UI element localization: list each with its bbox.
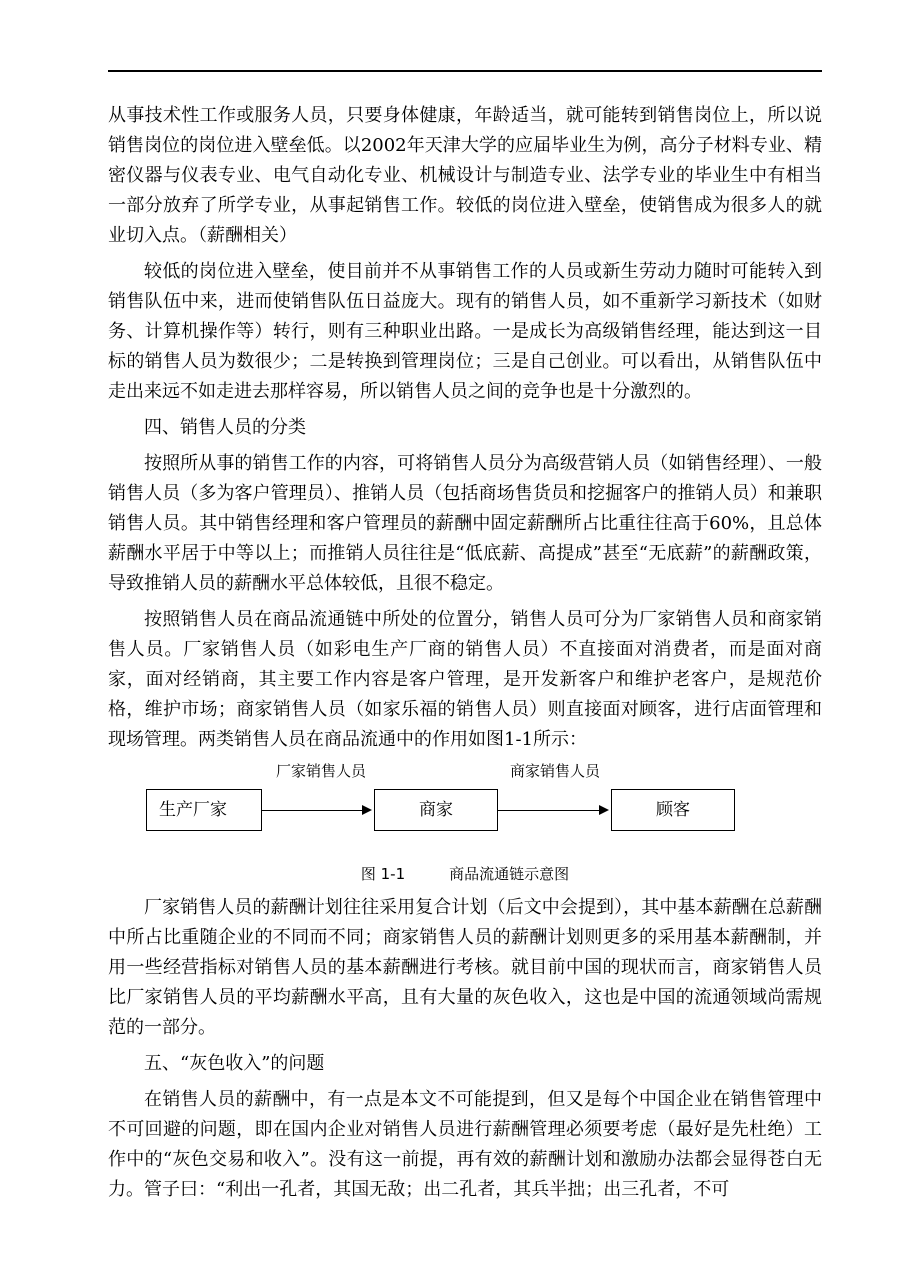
paragraph-4: 按照销售人员在商品流通链中所处的位置分，销售人员可分为厂家销售人员和商家销售人员。厂家销售人员（如彩电生产厂商的销售人员）不直接面对消费者，而是面对商家，面对经销商，其主要工作内容是客户管理，是开发新客户和维护老客户，是规范价格，维护市场；商家销售人员（如家乐福的销售人员）则直接面对顾客，进行店面管理和现场管理。两类销售人员在商品流通中的作用如图1-1所示： <box>108 609 822 750</box>
section-heading-4: 四、销售人员的分类 <box>144 417 306 438</box>
arrow-right-icon <box>262 810 370 811</box>
paragraph-3: 按照所从事的销售工作的内容，可将销售人员分为高级营销人员（如销售经理）、一般销售人员（多为客户管理员）、推销人员（包括商场售货员和挖掘客户的推销人员）和兼职销售人员。其中销售经理和客户管理员的薪酬中固定薪酬所占比重往往高于60%，且总体薪酬水平居于中等以上；而推销人员往往是“低底薪、高提成”甚至“无底薪”的薪酬政策，导致推销人员的薪酬水平总体较低，且很不稳定。 <box>108 453 822 594</box>
page-body <box>108 101 822 1211</box>
node-retailer: 商家 <box>374 789 498 831</box>
paragraph-5: 厂家销售人员的薪酬计划往往采用复合计划（后文中会提到），其中基本薪酬在总薪酬中所占比重随企业的不同而不同；商家销售人员的薪酬计划则更多的采用基本薪酬制，并用一些经营指标对销售人员的基本薪酬进行考核。就目前中国的现状而言，商家销售人员比厂家销售人员的平均薪酬水平高，且有大量的灰色收入，这也是中国的流通领域尚需规范的一部分。 <box>108 897 822 1038</box>
edge-label-retailer-sales: 商家销售人员 <box>510 762 601 780</box>
paragraph-2: 较低的岗位进入壁垒，使目前并不从事销售工作的人员或新生劳动力随时可能转入到销售队伍中来，进而使销售队伍日益庞大。现有的销售人员，如不重新学习新技术（如财务、计算机操作等）转行，则有三种职业出路。一是成长为高级销售经理，能达到这一目标的销售人员为数很少；二是转换到管理岗位；三是自己创业。可以看出，从销售队伍中走出来远不如走进去那样容易，所以销售人员之间的竞争也是十分激烈的。 <box>108 261 822 402</box>
paragraph-1: 从事技术性工作或服务人员，只要身体健康，年龄适当，就可能转到销售岗位上，所以说销售岗位的岗位进入壁垒低。以2002年天津大学的应届毕业生为例，高分子材料专业、精密仪器与仪表专业、电气自动化专业、机械设计与制造专业、法学专业的毕业生中有相当一部分放弃了所学专业，从事起销售工作。较低的岗位进入壁垒，使销售成为很多人的就业切入点。（薪酬相关） <box>108 105 822 246</box>
arrow-right-icon <box>498 810 607 811</box>
figure-title: 商品流通链示意图 <box>449 865 570 883</box>
header-rule <box>108 70 822 72</box>
edge-label-manufacturer-sales: 厂家销售人员 <box>276 762 367 780</box>
figure-caption <box>108 863 822 885</box>
paragraph-6: 在销售人员的薪酬中，有一点是本文不可能提到，但又是每个中国企业在销售管理中不可回避的问题，即在国内企业对销售人员进行薪酬管理必须要考虑（最好是先杜绝）工作中的“灰色交易和收入”。没有这一前提，再有效的薪酬计划和激励办法都会显得苍白无力。管子曰：“利出一孔者，其国无敌；出二孔者，其兵半拙；出三孔者，不可 <box>108 1089 822 1200</box>
section-heading-5: 五、“灰色收入”的问题 <box>144 1053 325 1074</box>
node-manufacturer: 生产厂家 <box>146 789 262 831</box>
figure-number: 图 1-1 <box>360 865 406 883</box>
flow-diagram <box>108 761 822 857</box>
node-customer: 顾客 <box>611 789 735 831</box>
